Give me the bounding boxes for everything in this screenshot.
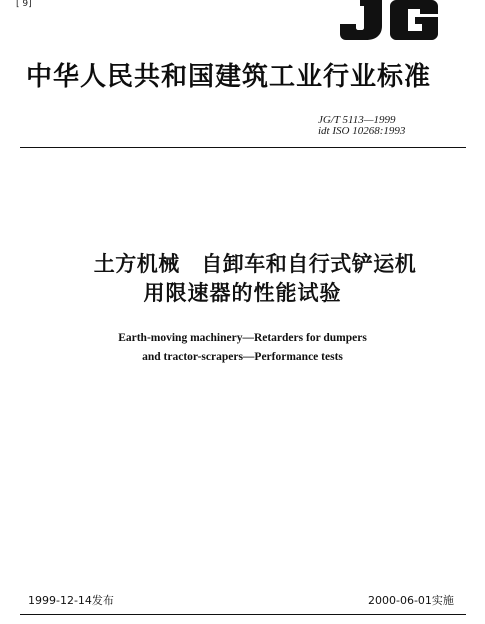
corner-mark: [ 9] — [16, 0, 32, 9]
footer-divider — [20, 614, 466, 615]
chinese-title-line-2: 用限速器的性能试验 — [143, 281, 342, 305]
english-title-line-2: and tractor-scrapers—Performance tests — [142, 351, 343, 363]
header-divider — [20, 147, 466, 148]
standard-category-title: 中华人民共和国建筑工业行业标准 — [26, 62, 432, 92]
chinese-title-line-1: 土方机械 自卸车和自行式铲运机 — [93, 252, 417, 276]
implementation-date: 2000-06-01实施 — [368, 594, 454, 607]
jg-logo-icon — [340, 0, 438, 40]
issue-date: 1999-12-14发布 — [28, 594, 114, 607]
standard-code: JG/T 5113—1999 — [318, 114, 396, 126]
standard-equivalent: idt ISO 10268:1993 — [318, 125, 406, 137]
english-title-line-1: Earth-moving machinery—Retarders for dumpers — [118, 332, 367, 344]
